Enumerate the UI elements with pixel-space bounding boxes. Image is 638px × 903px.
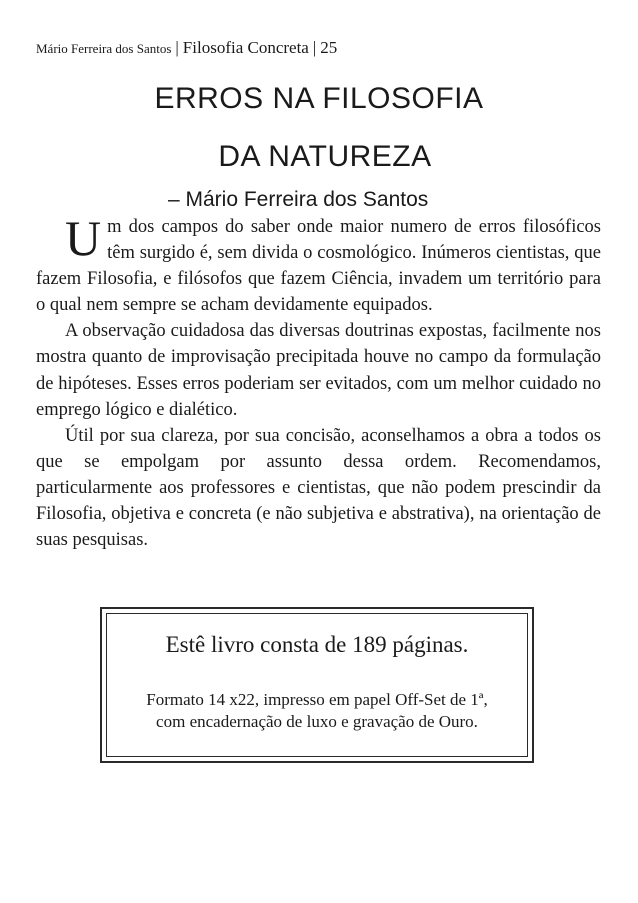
paragraph: Útil por sua clareza, por sua concisão, aconselhamos a obra a todos os que se empolgam por assunto dessa ordem. Recomendamos, particularmente aos professores e cientistas, que não podem prescindir da Filosofia, objetiva e concreta (e não subjetiva e abstrativa), na orientação de suas pesquisas. (36, 425, 601, 551)
header-separator: | (175, 38, 179, 57)
header-author: Mário Ferreira dos Santos (36, 41, 172, 56)
page-number: 25 (320, 38, 338, 57)
book-info-details (107, 689, 527, 733)
book-info-box (100, 607, 534, 763)
drop-cap: U (65, 210, 102, 266)
running-head (36, 38, 337, 59)
article-title-line-2: DA NATUREZA (218, 140, 432, 173)
article-body (36, 210, 601, 553)
article-title-line-1: ERROS NA FILOSOFIA (154, 82, 484, 115)
paragraph-text: m dos campos do saber onde maior numero de erros filosóficos têm surgido é, sem divida o cosmológico. Inúmeros cientistas, que fazem Filosofia, e filósofos que fazem Ciência, invadem um território para o qual nem sempre se acham devidamente equipados. (36, 217, 601, 316)
paragraph (36, 210, 601, 318)
book-info-title: Estê livro consta de 189 páginas. (165, 632, 469, 657)
header-book-title: Filosofia Concreta (182, 38, 309, 57)
article-byline: – Mário Ferreira dos Santos (168, 188, 429, 211)
book-info-inner-frame (106, 613, 528, 757)
header-separator: | (312, 38, 317, 57)
book-info-line: com encadernação de luxo e gravação de Ouro. (156, 712, 478, 731)
book-info-line: Formato 14 x22, impresso em papel Off-Set de 1ª, (146, 690, 488, 709)
paragraph: A observação cuidadosa das diversas doutrinas expostas, facilmente nos mostra quanto de improvisação precipitada houve no campo da formulação de hipóteses. Esses erros poderiam ser evitados, com um melhor cuidado no emprego lógico e dialético. (36, 321, 601, 420)
